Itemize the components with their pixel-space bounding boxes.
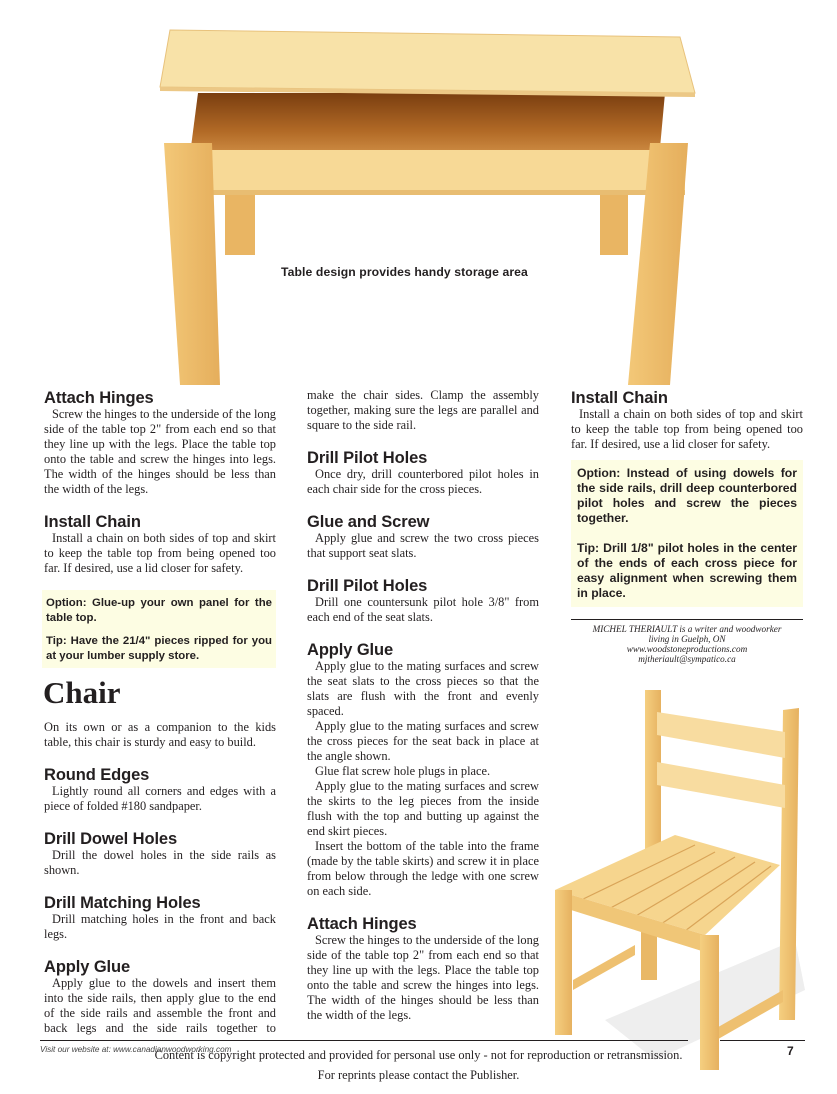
section-body: Drill one countersunk pilot hole 3/8" from each end of the seat slats. [307,595,539,624]
section-attach-hinges [44,389,276,497]
author-bio [571,619,803,664]
section-attach-hinges-2 [307,915,539,1023]
section-body: Drill the dowel holes in the side rails as shown. [44,848,276,877]
section-body: Apply glue to the dowels and insert them into the side rails, then apply glue to the end of the side rails and assemble the front and back legs and the side rails together to [44,976,276,1035]
section-body: Screw the hinges to the underside of the long side of the table top 2" from each end so that they line up with the legs. Place the table top onto the table and screw the hinges into legs. The width of the hinges should be less than the width of the legs. [44,407,276,496]
section-drill-dowel-holes [44,830,276,878]
option-text: Option: Instead of using dowels for the side rails, drill deep counterbored pilot holes and screw the pieces together. [577,466,797,525]
section-heading: Drill Matching Holes [44,894,201,912]
footer-rule [720,1040,805,1041]
section-body: Screw the hinges to the underside of the long side of the table top 2" from each end so that they line up with the legs. Place the table top onto the table and screw the hinges into legs. The width of the hinges should be less than the width of the legs. [307,933,539,1022]
section-heading: Drill Pilot Holes [307,577,428,595]
section-body: Drill matching holes in the front and back legs. [44,912,276,941]
section-paragraph: Apply glue to the mating surfaces and screw the seat slats to the cross pieces so that the slats are flush with the front and evenly spaced. [307,659,539,718]
section-heading: Apply Glue [44,958,131,976]
section-heading: Round Edges [44,766,150,784]
section-paragraph: Apply glue to the mating surfaces and screw the skirts to the leg pieces from the inside flush with the top and butting up against the end skirt pieces. [307,779,539,838]
section-body: Apply glue and screw the two cross pieces that support seat slats. [307,531,539,560]
column-3 [571,389,803,664]
table-photo [150,25,700,390]
section-paragraph: Glue flat screw hole plugs in place. [315,764,491,778]
section-body: Install a chain on both sides of top and skirt to keep the table top from being opened too far. If desired, use a lid closer for safety. [44,531,276,575]
bio-email[interactable]: mjtheriault@sympatico.ca [638,654,736,664]
section-heading: Attach Hinges [44,389,154,407]
section-heading: Install Chain [571,389,668,407]
column-1 [44,389,276,1052]
section-install-chain-2 [571,389,803,452]
section-heading: Drill Pilot Holes [307,449,428,467]
section-body: Once dry, drill counterbored pilot holes in each chair side for the cross pieces. [307,467,539,496]
tip-box [571,460,803,607]
section-drill-matching-holes [44,894,276,942]
section-drill-pilot-holes-2 [307,577,539,625]
section-heading: Install Chain [44,513,141,531]
section-install-chain [44,513,276,576]
chair-intro: On its own or as a companion to the kids table, this chair is sturdy and easy to build. [44,720,276,749]
section-paragraph: Insert the bottom of the table into the frame (made by the table skirts) and screw it in place from below through the ledge with one screw on each side. [307,839,539,898]
bio-line: MICHEL THERIAULT is a writer and woodworker [592,624,782,634]
footer-website-link[interactable]: Visit our website at: www.canadianwoodworking.com [40,1045,232,1054]
chair-title: Chair [43,675,121,710]
table-photo-caption: Table design provides handy storage area [281,265,528,279]
section-apply-glue-2 [307,641,539,899]
section-heading: Glue and Screw [307,513,430,531]
section-heading: Drill Dowel Holes [44,830,178,848]
bio-line: living in Guelph, ON [648,634,726,644]
tip-text: Tip: Drill 1/8" pilot holes in the center of the ends of each cross piece for easy alignment when screwing them in place. [577,541,797,600]
copyright-notice [0,1045,837,1085]
copyright-line: For reprints please contact the Publisher. [317,1068,520,1082]
section-apply-glue [44,958,276,1036]
section-body: Lightly round all corners and edges with a piece of folded #180 sandpaper. [44,784,276,813]
bio-website[interactable]: www.woodstoneproductions.com [626,644,748,654]
chair-photo [545,690,805,1070]
tip-box [42,590,276,668]
section-round-edges [44,766,276,814]
section-paragraph: Apply glue to the mating surfaces and screw the cross pieces for the seat back in place at the angle shown. [307,719,539,763]
section-drill-pilot-holes [307,449,539,497]
tip-text: Tip: Have the 21/4" pieces ripped for you at your lumber supply store. [46,635,272,662]
footer-rule [40,1040,688,1041]
section-glue-and-screw [307,513,539,561]
column-2 [307,388,539,1039]
section-heading: Apply Glue [307,641,394,659]
page-number: 7 [787,1044,794,1058]
option-text: Option: Glue-up your own panel for the table top. [46,597,272,624]
copyright-line: Content is copyright protected and provided for personal use only - not for reproduction or retransmission. [154,1048,683,1062]
section-body: Install a chain on both sides of top and skirt to keep the table top from being opened too far. If desired, use a lid closer for safety. [571,407,803,451]
continuation-text: make the chair sides. Clamp the assembly together, making sure the legs are parallel and square to the side rail. [307,388,539,432]
section-heading: Attach Hinges [307,915,417,933]
